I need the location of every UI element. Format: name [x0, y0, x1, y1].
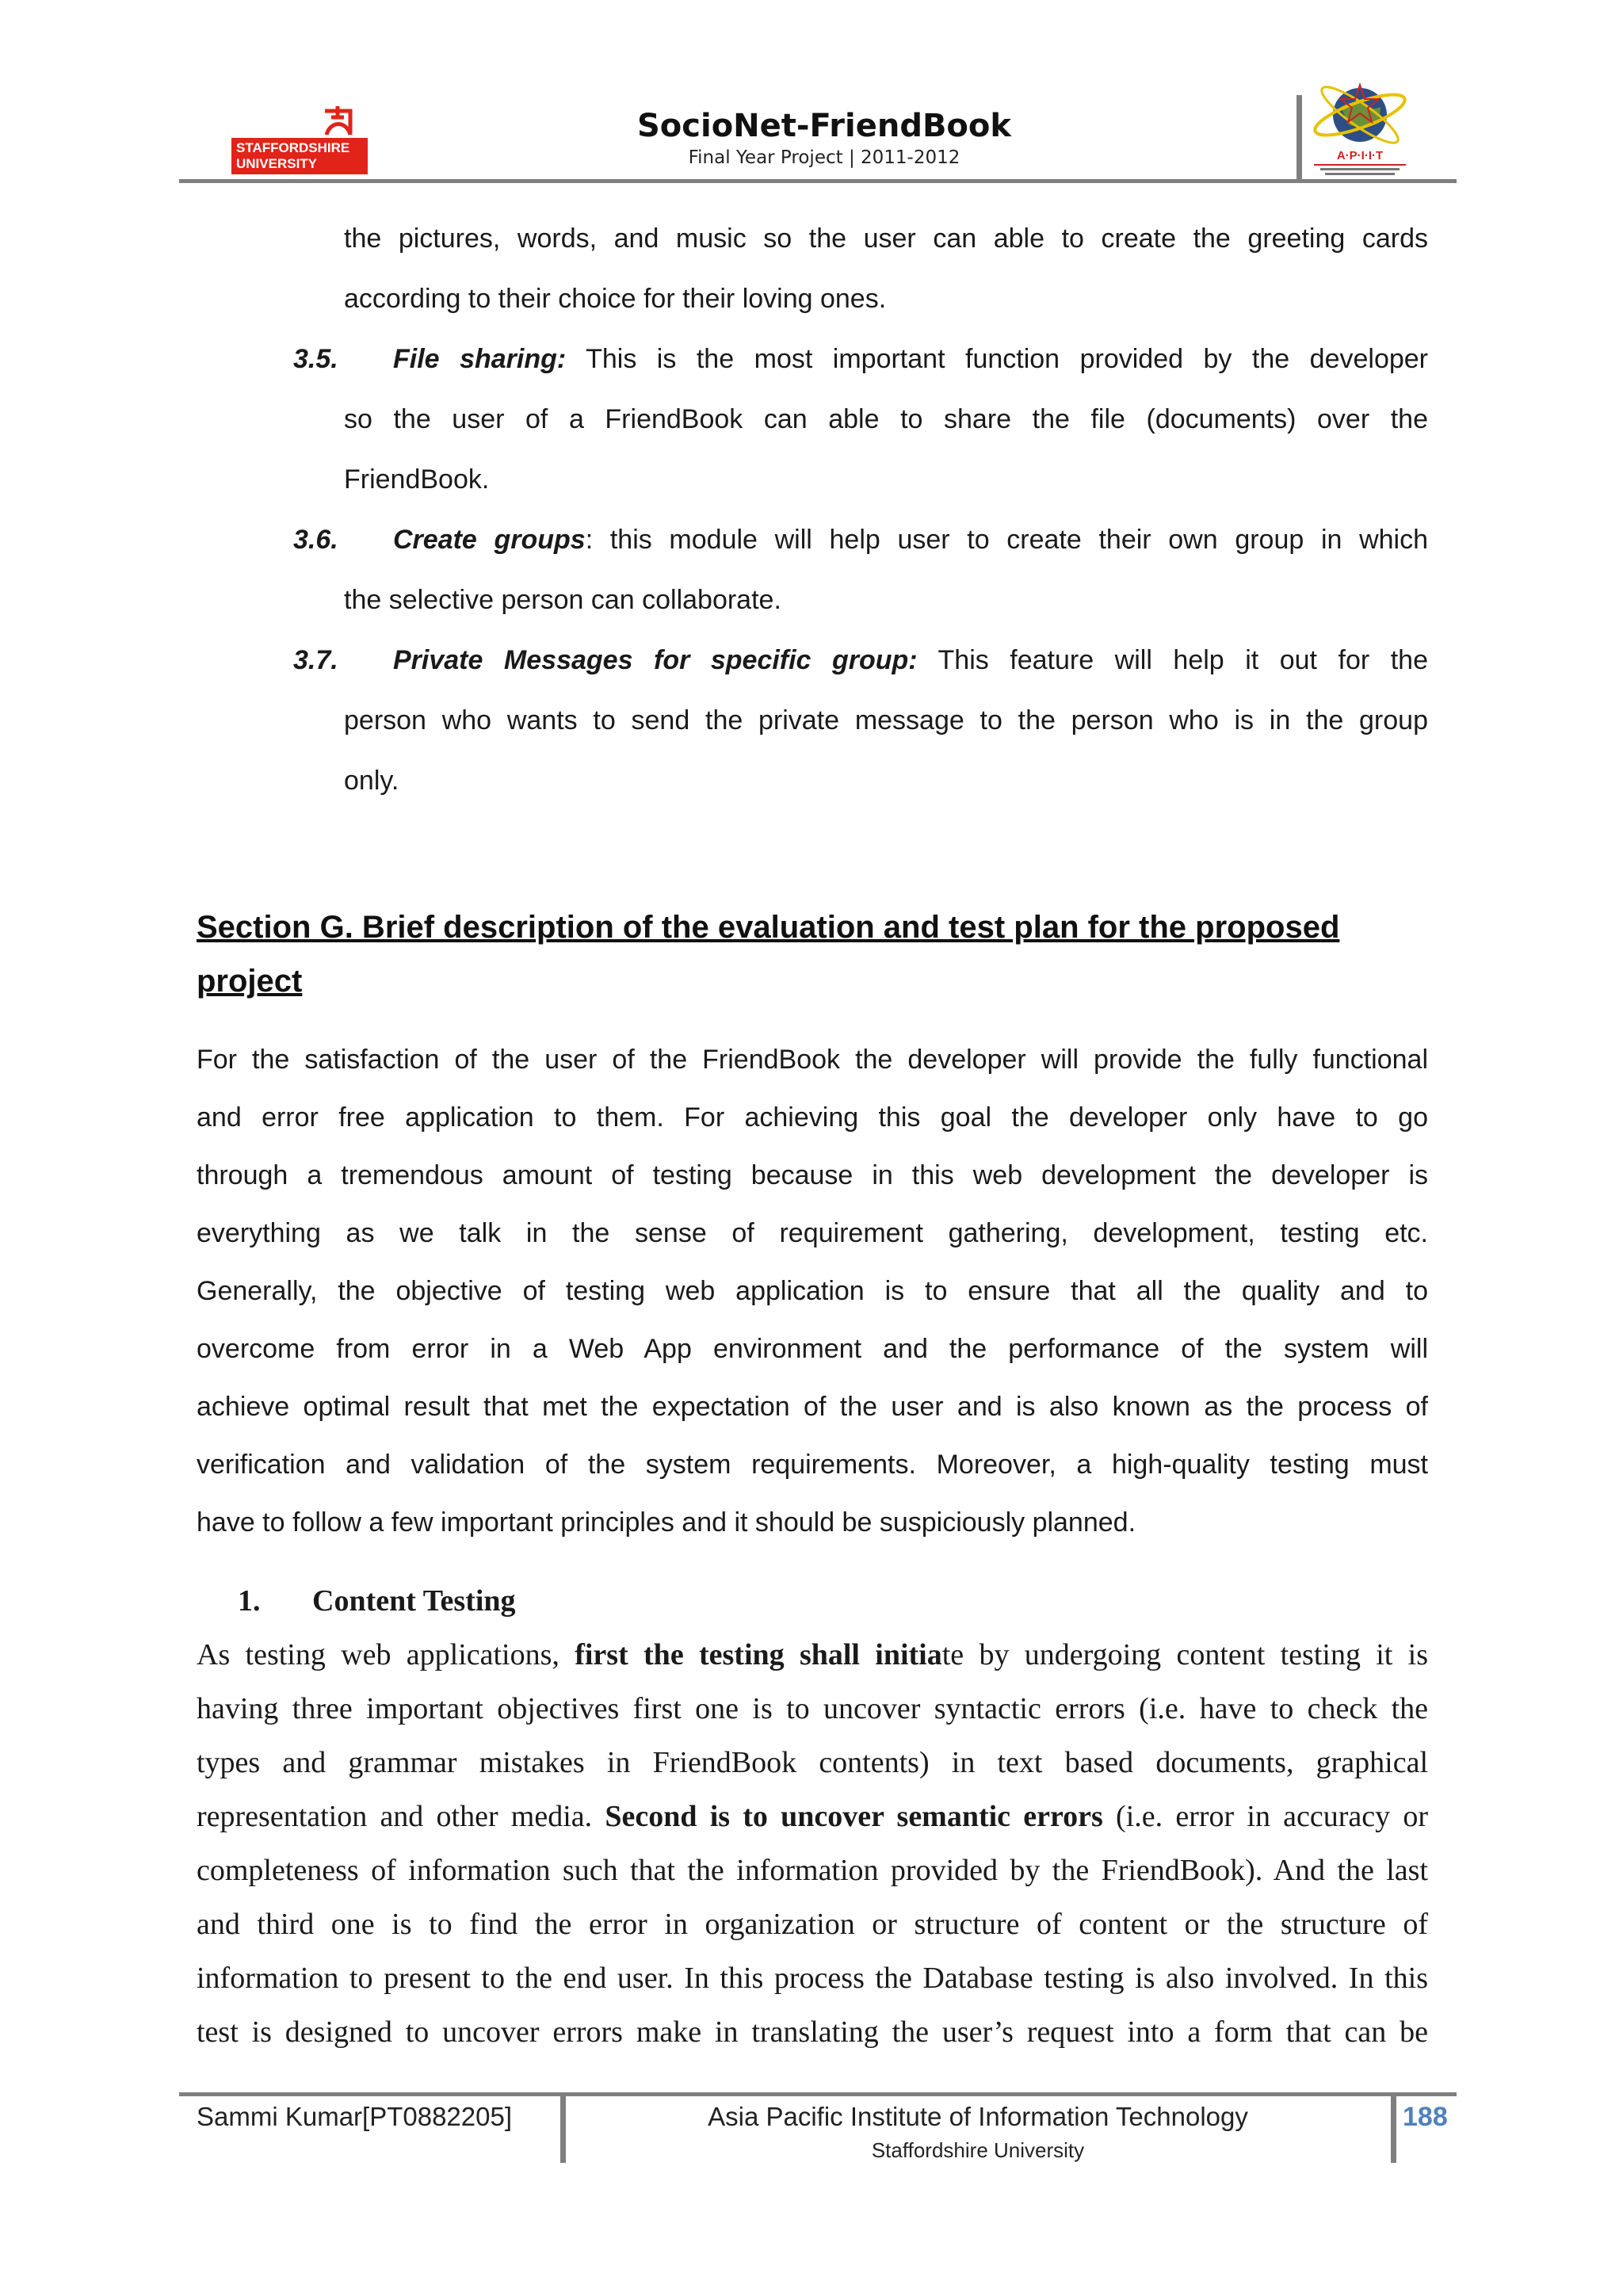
svg-text:A·P·I·I·T: A·P·I·I·T	[1336, 149, 1384, 162]
subsection-number: 1.	[238, 1584, 261, 1618]
footer-university: Staffordshire University	[871, 2138, 1085, 2162]
item-text: : this module will help user to create their own group in which	[585, 525, 1429, 555]
text-line: only.	[344, 766, 399, 796]
text-line: achieve optimal result that met the expectation of the user and is also known as the process of	[197, 1392, 1428, 1422]
item-title: Create groups	[393, 525, 586, 555]
header-rule	[179, 179, 1457, 183]
page-number: 188	[1403, 2102, 1448, 2132]
text-run: (i.e. error in accuracy or	[1102, 1800, 1429, 1833]
text-line: For the satisfaction of the user of the FriendBook the developer will provide the fully functional	[197, 1045, 1428, 1075]
text-line: overcome from error in a Web App environment and the performance of the system will	[197, 1334, 1428, 1364]
text-line: and error free application to them. For achieving this goal the developer only have to go	[197, 1102, 1428, 1133]
subsection-heading: Content Testing	[312, 1584, 516, 1618]
text-line	[393, 344, 1428, 379]
item-number: 3.5.	[293, 344, 338, 374]
text-line: completeness of information such that the information provided by the FriendBook). And the last	[197, 1854, 1428, 1887]
item-number: 3.6.	[293, 525, 338, 555]
text-line: types and grammar mistakes in FriendBook contents) in text based documents, graphical	[197, 1746, 1428, 1779]
text-line: the pictures, words, and music so the user can able to create the greeting cards	[344, 223, 1428, 254]
text-line: the selective person can collaborate.	[344, 585, 781, 615]
staffordshire-logo	[231, 103, 368, 174]
text-line: through a tremendous amount of testing because in this web development the developer is	[197, 1160, 1428, 1190]
item-title: Private Messages for specific group:	[393, 645, 918, 675]
text-line: information to present to the end user. In this process the Database testing is also involved. In this	[197, 1962, 1428, 1995]
item-title: File sharing:	[393, 344, 567, 374]
svg-text:UNIVERSITY: UNIVERSITY	[236, 156, 318, 171]
bold-text-run: first the testing shall initia	[575, 1638, 942, 1671]
text-line: everything as we talk in the sense of requirement gathering, development, testing etc.	[197, 1218, 1428, 1248]
footer-divider	[1391, 2095, 1396, 2163]
text-run: te by undergoing content testing it is	[941, 1638, 1429, 1671]
item-number: 3.7.	[293, 645, 338, 675]
apiit-globe-logo	[1309, 75, 1411, 178]
text-line: Generally, the objective of testing web application is to ensure that all the quality and to	[197, 1276, 1428, 1306]
text-run: As testing web applications,	[197, 1638, 575, 1671]
text-line: person who wants to send the private message to the person who is in the group	[344, 705, 1428, 735]
text-line: having three important objectives first one is to uncover syntactic errors (i.e. have to check the	[197, 1692, 1428, 1725]
text-line: and third one is to find the error in organization or structure of content or the structure of	[197, 1908, 1428, 1941]
document-subtitle: Final Year Project | 2011-2012	[688, 147, 960, 168]
bold-text-run: Second is to uncover semantic errors	[605, 1800, 1103, 1833]
footer-author: Sammi Kumar[PT0882205]	[197, 2102, 513, 2131]
section-heading-continuation: project	[197, 964, 303, 999]
text-line	[197, 1799, 1428, 1834]
svg-text:STAFFORDSHIRE: STAFFORDSHIRE	[236, 140, 350, 155]
section-heading: Section G. Brief description of the evaluation and test plan for the proposed	[197, 910, 1340, 945]
footer-institute: Asia Pacific Institute of Information Technology	[708, 2102, 1248, 2131]
item-text: This feature will help it out for the	[917, 645, 1428, 675]
footer-divider	[560, 2095, 566, 2163]
text-line	[393, 645, 1428, 680]
text-line: according to their choice for their loving ones.	[344, 284, 887, 314]
text-line: verification and validation of the system requirements. Moreover, a high-quality testing must	[197, 1450, 1428, 1480]
header-divider	[1296, 95, 1302, 182]
footer-rule	[179, 2092, 1457, 2096]
text-line: so the user of a FriendBook can able to share the file (documents) over the	[344, 404, 1428, 434]
text-line: have to follow a few important principles and it should be suspiciously planned.	[197, 1507, 1136, 1538]
text-line	[393, 525, 1428, 560]
text-run: representation and other media.	[197, 1800, 605, 1833]
text-line: FriendBook.	[344, 464, 490, 495]
text-line: test is designed to uncover errors make in translating the user’s request into a form that can be	[197, 2015, 1428, 2049]
document-title: SocioNet-FriendBook	[636, 108, 1011, 144]
text-line	[197, 1637, 1428, 1672]
item-text: This is the most important function provided by the developer	[566, 344, 1428, 374]
